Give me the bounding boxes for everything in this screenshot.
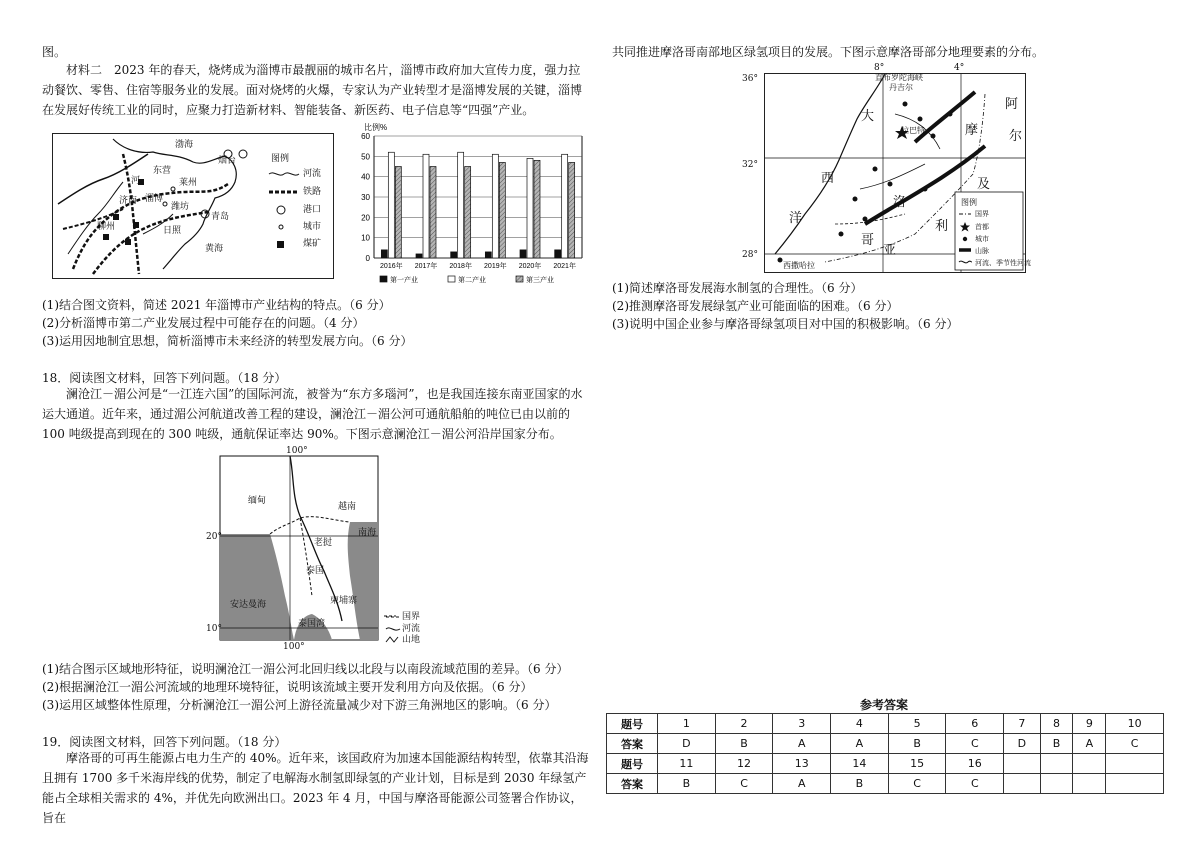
morocco-label-ya: 亚 <box>883 243 897 258</box>
label-qingdao: 青岛 <box>211 212 230 222</box>
morocco-label-a: 阿 <box>1005 97 1019 112</box>
cell: B <box>1040 734 1073 754</box>
morocco-label-28deg: 28° <box>742 250 758 260</box>
mekong-map <box>206 446 378 640</box>
mekong-map-svg <box>220 456 378 640</box>
row-header: 答案 <box>607 734 658 754</box>
cell: 6 <box>946 714 1004 734</box>
x-tick-label: 2017年 <box>414 263 438 270</box>
morocco-label-li: 利 <box>935 219 949 234</box>
city-marker <box>163 202 167 206</box>
legend-port: 港口 <box>303 205 322 215</box>
bar <box>485 252 491 258</box>
mekong-label-southsea: 南海 <box>358 528 377 538</box>
q18-item-2: (2)根据澜沧江一湄公河流域的地理环境特征，说明该流域主要开发利用方向及依据。（6 分） <box>42 680 533 694</box>
morocco-label-strait: 直布罗陀海峡 <box>875 73 923 82</box>
cell: 3 <box>773 714 831 734</box>
cell: 8 <box>1040 714 1073 734</box>
bar <box>562 154 568 258</box>
morocco-map <box>764 73 1031 273</box>
label-yantai: 烟台 <box>218 156 237 166</box>
x-tick-label: 2021年 <box>553 263 576 270</box>
cell: A <box>773 774 831 794</box>
mekong-label-myanmar: 缅甸 <box>248 496 267 506</box>
legend-river: 河流 <box>303 169 322 179</box>
y-tick-label: 30 <box>361 193 370 202</box>
cell: 1 <box>658 714 716 734</box>
legend-swatch <box>380 276 387 282</box>
answer-table <box>606 713 1164 794</box>
coal-mine-marker <box>103 234 109 240</box>
legend-label: 第三产业 <box>526 277 554 284</box>
cell <box>1040 754 1073 774</box>
bar <box>451 252 457 258</box>
bar <box>569 162 575 258</box>
table-row <box>607 734 1164 754</box>
mekong-label-100-bottom: 100° <box>283 642 305 652</box>
q19-item-2: (2)推测摩洛哥发展绿氢产业可能面临的困难。（6 分） <box>612 299 899 313</box>
mekong-label-laos: 老挝 <box>314 538 333 548</box>
q18-paragraph: 澜沧江－湄公河是“一江连六国”的国际河流，被誉为“东方多瑙河”，也是我国连接东南亚国家的水运大通道。近年来，通过湄公河航道改善工程的建设，澜沧江－湄公河可通航船舶的吨位已由以前的 100 吨级提高到现在的 300 吨级，通航保证率达 90%。下图示意澜沧江－湄公河沿岸国家分布。 <box>42 387 583 441</box>
morocco-legend-river: 河流、季节性河流 <box>975 259 1031 267</box>
cell: C <box>1106 734 1164 754</box>
cell: C <box>715 774 773 794</box>
morocco-legend-border: 国界 <box>975 210 989 218</box>
table-row <box>607 754 1164 774</box>
y-tick-label: 50 <box>361 152 370 162</box>
mekong-legend-symbols <box>384 612 402 646</box>
bar <box>388 152 394 258</box>
bar <box>527 158 533 258</box>
cell: 12 <box>715 754 773 774</box>
coal-mine-marker <box>113 214 119 220</box>
morocco-label-luo: 洛 <box>893 195 907 210</box>
cell: 5 <box>888 714 946 734</box>
q17-item-1: (1)结合图文资料，简述 2021 年淄博市产业结构的特点。（6 分） <box>42 298 391 312</box>
label-liaozhou: 聊州 <box>97 222 116 232</box>
bar <box>492 154 498 258</box>
cell: 16 <box>946 754 1004 774</box>
q17-item-2: (2)分析淄博市第二产业发展过程中可能存在的问题。（4 分） <box>42 316 365 330</box>
morocco-label-8deg: 8° <box>874 63 885 73</box>
label-rizhao: 日照 <box>163 226 182 236</box>
morocco-label-er: 尔 <box>1009 129 1023 144</box>
label-zibo: 淄博 <box>145 194 164 204</box>
cell: 9 <box>1073 714 1106 734</box>
legend-city: 城市 <box>303 222 322 232</box>
bar <box>430 167 436 259</box>
zibo-map-svg <box>53 134 333 278</box>
mekong-legend-river: 河流 <box>402 624 421 634</box>
cell: B <box>888 734 946 754</box>
coal-mine-marker <box>133 222 139 228</box>
industry-structure-chart <box>344 118 590 290</box>
cell <box>1040 774 1073 794</box>
bar <box>381 250 387 258</box>
cell <box>1106 774 1164 794</box>
mekong-label-100-top: 100° <box>286 446 308 456</box>
cell: C <box>946 734 1004 754</box>
morocco-legend-title: 图例 <box>961 198 977 207</box>
mekong-label-20: 20° <box>206 532 222 542</box>
cell: 15 <box>888 754 946 774</box>
table-row <box>607 714 1164 734</box>
material-2-paragraph: 材料二 2023 年的春天，烧烤成为淄博市最靓丽的城市名片，淄博市政府加大宣传力度，强力拉动餐饮、零售、住宿等服务业的发展。面对烧烤的火爆，专家认为产业转型才是淄博发展的关键，淄博在发展好传统工业的同时，应聚力打造新材料、智能装备、新医药、电子信息等“四强”产业。 <box>42 63 583 117</box>
y-axis-label: 比例% <box>364 123 388 132</box>
y-tick-label: 60 <box>361 132 370 141</box>
legend-label: 第一产业 <box>390 277 418 284</box>
mekong-label-vietnam: 越南 <box>338 502 357 512</box>
text-line-top: 图。 <box>42 45 67 59</box>
label-jinan: 济南 <box>119 196 138 206</box>
morocco-label-ge: 哥 <box>861 233 875 248</box>
x-tick-label: 2018年 <box>449 263 472 270</box>
label-weifang: 潍坊 <box>171 202 190 212</box>
legend-title: 图例 <box>271 154 290 164</box>
x-tick-label: 2020年 <box>518 263 542 270</box>
bar <box>555 250 561 258</box>
port-marker <box>239 150 247 158</box>
cell: B <box>831 774 889 794</box>
mekong-label-cambodia: 柬埔寨 <box>330 596 358 606</box>
bar <box>465 167 471 259</box>
label-dongying: 东营 <box>153 166 172 176</box>
label-laizhou: 莱州 <box>179 178 198 188</box>
y-tick-label: 20 <box>361 213 370 223</box>
q19-paragraph: 摩洛哥的可再生能源占电力生产的 40%。近年来，该国政府为加速本国能源结构转型，依靠其沿海且拥有 1700 多千米海岸线的优势，制定了电解海水制氢即绿氢的产业计划，目标是到 2030 年绿氢产能占全球相关需求的 4%，并优先向欧洲出口。2023 年 4 月，中国与摩洛哥能源公司签署合作协议，旨在 <box>42 751 589 825</box>
morocco-legend-city: 城市 <box>975 235 989 243</box>
coal-mine-marker <box>125 239 131 245</box>
morocco-label-36deg: 36° <box>742 74 758 84</box>
zibo-map <box>52 133 334 279</box>
y-tick-label: 0 <box>365 254 370 263</box>
cell <box>1106 754 1164 774</box>
cell <box>1073 774 1106 794</box>
q17-item-3: (3)运用因地制宜思想，简析淄博市未来经济的转型发展方向。（6 分） <box>42 334 413 348</box>
morocco-label-westsahara: 西撒哈拉 <box>783 261 815 270</box>
cell: D <box>658 734 716 754</box>
cell: 2 <box>715 714 773 734</box>
mekong-legend-border: 国界 <box>402 612 421 622</box>
bar <box>395 167 401 259</box>
morocco-label-da: 大 <box>861 109 875 124</box>
cell <box>1073 754 1106 774</box>
mekong-label-thailand: 泰国 <box>306 566 325 576</box>
cell <box>1004 774 1040 794</box>
cell: D <box>1004 734 1040 754</box>
bar <box>499 162 505 258</box>
bar <box>423 154 429 258</box>
q18-heading: 18．阅读图文材料，回答下列问题。（18 分） <box>42 371 287 385</box>
legend-swatch <box>448 276 455 282</box>
mekong-label-andaman: 安达曼海 <box>230 600 267 610</box>
morocco-label-mo: 摩 <box>965 123 979 138</box>
cell <box>1004 754 1040 774</box>
x-tick-label: 2016年 <box>380 263 403 270</box>
q18-item-3: (3)运用区域整体性原理，分析澜沧江一湄公河上游径流量减少对下游三角洲地区的影响。（6 分） <box>42 698 557 712</box>
cell: A <box>831 734 889 754</box>
cell: 10 <box>1106 714 1164 734</box>
morocco-legend-mountain: 山脉 <box>975 247 989 255</box>
mekong-legend-mountain: 山地 <box>402 635 421 645</box>
row-header: 题号 <box>607 754 658 774</box>
bar <box>520 250 526 258</box>
q19-item-3: (3)说明中国企业参与摩洛哥绿氢项目对中国的积极影响。（6 分） <box>612 317 959 331</box>
legend-coal: 煤矿 <box>303 239 322 249</box>
x-tick-label: 2019年 <box>484 263 507 270</box>
table-row <box>607 774 1164 794</box>
bar <box>534 160 540 258</box>
q18-item-1: (1)结合图示区域地形特征，说明澜沧江一湄公河北回归线以北段与以南段流域范围的差异。（6 分） <box>42 662 569 676</box>
row-header: 答案 <box>607 774 658 794</box>
cell: C <box>888 774 946 794</box>
cell: B <box>658 774 716 794</box>
label-he: 河 <box>131 176 141 186</box>
y-tick-label: 10 <box>361 233 370 243</box>
cell: B <box>715 734 773 754</box>
bar <box>458 152 464 258</box>
cell: C <box>946 774 1004 794</box>
legend-swatch <box>516 276 523 282</box>
q19-intro-continued: 共同推进摩洛哥南部地区绿氢项目的发展。下图示意摩洛哥部分地理要素的分布。 <box>612 45 1045 59</box>
cell: 7 <box>1004 714 1040 734</box>
morocco-label-rabat: 拉巴特 <box>901 126 925 135</box>
cell: 14 <box>831 754 889 774</box>
morocco-label-32deg: 32° <box>742 160 758 170</box>
q19-item-1: (1)简述摩洛哥发展海水制氢的合理性。（6 分） <box>612 281 863 295</box>
bar <box>416 254 422 258</box>
morocco-label-4deg: 4° <box>954 63 965 73</box>
cell: 11 <box>658 754 716 774</box>
label-bohai: 渤海 <box>175 140 194 150</box>
cell: 4 <box>831 714 889 734</box>
label-huanghai: 黄海 <box>205 244 224 254</box>
row-header: 题号 <box>607 714 658 734</box>
morocco-label-tangier: 丹吉尔 <box>889 83 913 92</box>
morocco-label-ji: 及 <box>977 177 991 192</box>
mekong-label-gulf: 泰国湾 <box>298 619 326 629</box>
morocco-legend-capital: 首都 <box>975 223 989 231</box>
legend-label: 第二产业 <box>458 277 486 284</box>
cell: 13 <box>773 754 831 774</box>
morocco-label-xi: 西 <box>821 171 835 186</box>
y-tick-label: 40 <box>361 172 370 182</box>
cell: A <box>773 734 831 754</box>
answers-title: 参考答案 <box>860 698 909 712</box>
mekong-label-10: 10° <box>206 624 222 634</box>
q19-heading: 19．阅读图文材料，回答下列问题。（18 分） <box>42 735 287 749</box>
cell: A <box>1073 734 1106 754</box>
legend-railway: 铁路 <box>303 187 322 197</box>
morocco-label-yang: 洋 <box>789 211 803 226</box>
city-marker <box>171 187 175 191</box>
